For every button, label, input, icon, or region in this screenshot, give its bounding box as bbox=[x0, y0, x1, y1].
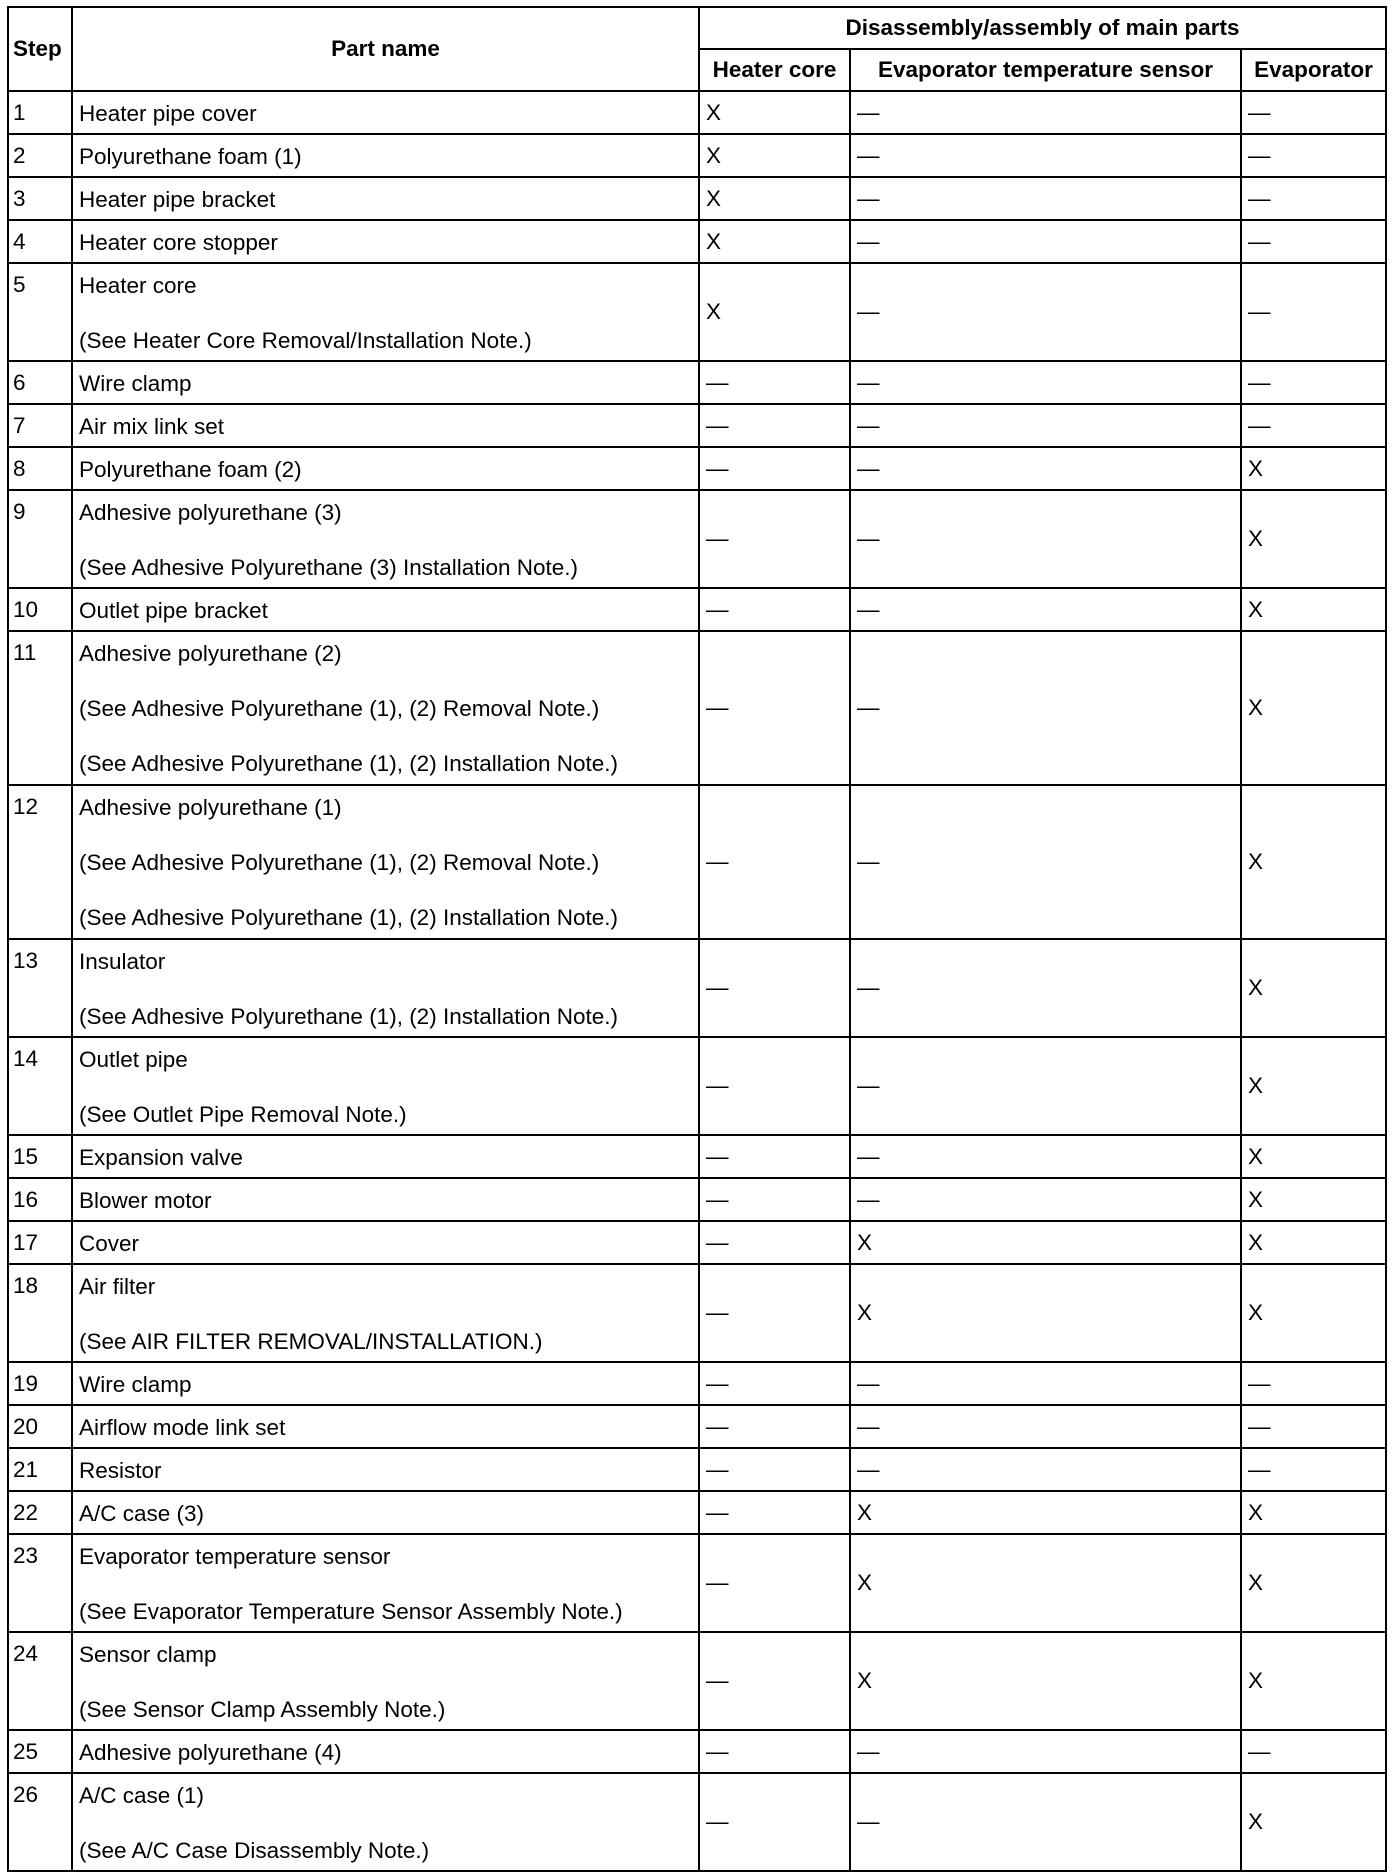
table-row bbox=[8, 404, 1386, 447]
table-row bbox=[8, 1534, 1386, 1632]
evaporator-temperature-sensor-mark: — bbox=[850, 1362, 1241, 1405]
step-cell: 2 bbox=[8, 134, 72, 177]
step-cell: 13 bbox=[8, 939, 72, 1037]
evaporator-temperature-sensor-mark: — bbox=[850, 1037, 1241, 1135]
table-row bbox=[8, 220, 1386, 263]
evaporator-temperature-sensor-mark: X bbox=[850, 1534, 1241, 1632]
table-row bbox=[8, 263, 1386, 361]
step-cell: 20 bbox=[8, 1405, 72, 1448]
part-name: Resistor bbox=[79, 1458, 162, 1483]
heater-core-mark: — bbox=[699, 1221, 850, 1264]
step-cell: 6 bbox=[8, 361, 72, 404]
evaporator-mark: X bbox=[1241, 631, 1386, 785]
heater-core-mark: — bbox=[699, 1491, 850, 1534]
part-name-cell bbox=[72, 1135, 699, 1178]
step-cell: 17 bbox=[8, 1221, 72, 1264]
heater-core-mark: — bbox=[699, 1448, 850, 1491]
part-name: Adhesive polyurethane (4) bbox=[79, 1740, 342, 1765]
evaporator-mark: X bbox=[1241, 1178, 1386, 1221]
heater-core-mark: — bbox=[699, 939, 850, 1037]
table-row bbox=[8, 91, 1386, 134]
part-note: (See Adhesive Polyurethane (1), (2) Installation Note.) bbox=[79, 1004, 619, 1029]
part-name-cell bbox=[72, 1773, 699, 1871]
part-name: Blower motor bbox=[79, 1188, 212, 1213]
evaporator-temperature-sensor-mark: X bbox=[850, 1491, 1241, 1534]
evaporator-temperature-sensor-mark: X bbox=[850, 1221, 1241, 1264]
part-name: A/C case (3) bbox=[79, 1501, 205, 1526]
evaporator-temperature-sensor-mark: — bbox=[850, 490, 1241, 588]
heater-core-mark: — bbox=[699, 785, 850, 939]
table-row bbox=[8, 1264, 1386, 1362]
heater-core-mark: — bbox=[699, 1730, 850, 1773]
evaporator-mark: X bbox=[1241, 785, 1386, 939]
part-name-cell bbox=[72, 1534, 699, 1632]
evaporator-mark: X bbox=[1241, 1037, 1386, 1135]
table-row bbox=[8, 177, 1386, 220]
part-name-cell bbox=[72, 1448, 699, 1491]
evaporator-temperature-sensor-mark: — bbox=[850, 588, 1241, 631]
heater-core-mark: — bbox=[699, 490, 850, 588]
heater-core-mark: — bbox=[699, 1405, 850, 1448]
table-row bbox=[8, 1632, 1386, 1730]
step-cell: 4 bbox=[8, 220, 72, 263]
part-name-cell bbox=[72, 91, 699, 134]
evaporator-temperature-sensor-mark: — bbox=[850, 220, 1241, 263]
step-cell: 22 bbox=[8, 1491, 72, 1534]
step-cell: 24 bbox=[8, 1632, 72, 1730]
table-row bbox=[8, 1448, 1386, 1491]
part-name-cell bbox=[72, 1037, 699, 1135]
heater-core-mark: — bbox=[699, 1632, 850, 1730]
evaporator-mark: X bbox=[1241, 1534, 1386, 1632]
evaporator-temperature-sensor-mark: — bbox=[850, 1405, 1241, 1448]
part-name: Insulator bbox=[79, 949, 166, 974]
heater-core-mark: X bbox=[699, 177, 850, 220]
part-name-cell bbox=[72, 1221, 699, 1264]
step-cell: 15 bbox=[8, 1135, 72, 1178]
parts-table bbox=[7, 6, 1387, 1872]
evaporator-mark: — bbox=[1241, 1362, 1386, 1405]
table-row bbox=[8, 1730, 1386, 1773]
evaporator-temperature-sensor-mark: — bbox=[850, 177, 1241, 220]
heater-core-mark: — bbox=[699, 1773, 850, 1871]
table-row bbox=[8, 1405, 1386, 1448]
part-name-cell bbox=[72, 1178, 699, 1221]
evaporator-mark: — bbox=[1241, 1730, 1386, 1773]
part-name: Adhesive polyurethane (3) bbox=[79, 500, 342, 525]
part-note: (See Evaporator Temperature Sensor Assembly Note.) bbox=[79, 1599, 623, 1624]
part-name-cell bbox=[72, 447, 699, 490]
heater-core-mark: — bbox=[699, 361, 850, 404]
table-row bbox=[8, 1037, 1386, 1135]
part-name: Heater core bbox=[79, 273, 197, 298]
evaporator-mark: X bbox=[1241, 447, 1386, 490]
table-row bbox=[8, 1773, 1386, 1871]
part-note: (See Sensor Clamp Assembly Note.) bbox=[79, 1697, 446, 1722]
evaporator-mark: X bbox=[1241, 588, 1386, 631]
step-cell: 26 bbox=[8, 1773, 72, 1871]
part-name-cell bbox=[72, 1362, 699, 1405]
evaporator-mark: X bbox=[1241, 1491, 1386, 1534]
evaporator-mark: X bbox=[1241, 1632, 1386, 1730]
heater-core-mark: — bbox=[699, 1135, 850, 1178]
part-name-cell bbox=[72, 263, 699, 361]
evaporator-temperature-sensor-mark: — bbox=[850, 1448, 1241, 1491]
table-row bbox=[8, 1491, 1386, 1534]
evaporator-temperature-sensor-mark: — bbox=[850, 1730, 1241, 1773]
step-cell: 16 bbox=[8, 1178, 72, 1221]
part-name: Outlet pipe bracket bbox=[79, 598, 268, 623]
heater-core-mark: X bbox=[699, 91, 850, 134]
part-note: (See Adhesive Polyurethane (1), (2) Installation Note.) bbox=[79, 905, 619, 930]
table-row bbox=[8, 447, 1386, 490]
part-name: Heater pipe bracket bbox=[79, 187, 276, 212]
evaporator-mark: X bbox=[1241, 1773, 1386, 1871]
evaporator-temperature-sensor-mark: X bbox=[850, 1632, 1241, 1730]
header-part-name: Part name bbox=[72, 7, 699, 91]
part-note: (See Outlet Pipe Removal Note.) bbox=[79, 1102, 407, 1127]
header-heater-core: Heater core bbox=[699, 49, 850, 91]
parts-table-document bbox=[7, 6, 1385, 1863]
heater-core-mark: — bbox=[699, 631, 850, 785]
step-cell: 18 bbox=[8, 1264, 72, 1362]
evaporator-mark: — bbox=[1241, 263, 1386, 361]
part-name-cell bbox=[72, 1730, 699, 1773]
part-name-cell bbox=[72, 631, 699, 785]
evaporator-mark: — bbox=[1241, 91, 1386, 134]
part-name: Outlet pipe bbox=[79, 1047, 188, 1072]
heater-core-mark: — bbox=[699, 1037, 850, 1135]
heater-core-mark: — bbox=[699, 588, 850, 631]
heater-core-mark: — bbox=[699, 447, 850, 490]
evaporator-mark: X bbox=[1241, 1264, 1386, 1362]
part-name-cell bbox=[72, 490, 699, 588]
step-cell: 10 bbox=[8, 588, 72, 631]
heater-core-mark: — bbox=[699, 404, 850, 447]
heater-core-mark: X bbox=[699, 134, 850, 177]
part-name-cell bbox=[72, 588, 699, 631]
table-row bbox=[8, 1178, 1386, 1221]
part-name-cell bbox=[72, 939, 699, 1037]
table-row bbox=[8, 1221, 1386, 1264]
header-evaporator-temperature-sensor: Evaporator temperature sensor bbox=[850, 49, 1241, 91]
part-name-cell bbox=[72, 785, 699, 939]
heater-core-mark: X bbox=[699, 220, 850, 263]
evaporator-mark: — bbox=[1241, 220, 1386, 263]
part-name: Air mix link set bbox=[79, 414, 225, 439]
part-name-cell bbox=[72, 1264, 699, 1362]
heater-core-mark: — bbox=[699, 1178, 850, 1221]
part-note: (See Adhesive Polyurethane (1), (2) Removal Note.) bbox=[79, 850, 600, 875]
part-name: Adhesive polyurethane (2) bbox=[79, 641, 342, 666]
step-cell: 5 bbox=[8, 263, 72, 361]
part-name: Polyurethane foam (2) bbox=[79, 457, 302, 482]
table-row bbox=[8, 588, 1386, 631]
step-cell: 9 bbox=[8, 490, 72, 588]
evaporator-mark: — bbox=[1241, 1448, 1386, 1491]
evaporator-temperature-sensor-mark: — bbox=[850, 263, 1241, 361]
part-name: Expansion valve bbox=[79, 1145, 243, 1170]
part-name: Sensor clamp bbox=[79, 1642, 217, 1667]
evaporator-mark: — bbox=[1241, 404, 1386, 447]
table-row bbox=[8, 785, 1386, 939]
step-cell: 3 bbox=[8, 177, 72, 220]
header-evaporator: Evaporator bbox=[1241, 49, 1386, 91]
heater-core-mark: — bbox=[699, 1362, 850, 1405]
part-name-cell bbox=[72, 134, 699, 177]
step-cell: 14 bbox=[8, 1037, 72, 1135]
part-name: Evaporator temperature sensor bbox=[79, 1544, 391, 1569]
part-name-cell bbox=[72, 1491, 699, 1534]
heater-core-mark: — bbox=[699, 1264, 850, 1362]
evaporator-mark: — bbox=[1241, 1405, 1386, 1448]
evaporator-temperature-sensor-mark: — bbox=[850, 1178, 1241, 1221]
header-step: Step bbox=[8, 7, 72, 91]
part-name-cell bbox=[72, 361, 699, 404]
part-name: Air filter bbox=[79, 1274, 156, 1299]
part-name: Heater core stopper bbox=[79, 230, 278, 255]
part-name: Wire clamp bbox=[79, 371, 192, 396]
part-note: (See Adhesive Polyurethane (3) Installation Note.) bbox=[79, 555, 579, 580]
step-cell: 12 bbox=[8, 785, 72, 939]
part-name-cell bbox=[72, 404, 699, 447]
evaporator-temperature-sensor-mark: — bbox=[850, 631, 1241, 785]
evaporator-mark: X bbox=[1241, 939, 1386, 1037]
heater-core-mark: — bbox=[699, 1534, 850, 1632]
evaporator-temperature-sensor-mark: X bbox=[850, 1264, 1241, 1362]
table-body bbox=[8, 91, 1386, 1871]
part-note: (See A/C Case Disassembly Note.) bbox=[79, 1838, 430, 1863]
step-cell: 25 bbox=[8, 1730, 72, 1773]
evaporator-temperature-sensor-mark: — bbox=[850, 1135, 1241, 1178]
part-name: Polyurethane foam (1) bbox=[79, 144, 302, 169]
step-cell: 19 bbox=[8, 1362, 72, 1405]
step-cell: 23 bbox=[8, 1534, 72, 1632]
part-name: Wire clamp bbox=[79, 1372, 192, 1397]
evaporator-temperature-sensor-mark: — bbox=[850, 1773, 1241, 1871]
table-row bbox=[8, 134, 1386, 177]
part-note: (See Adhesive Polyurethane (1), (2) Removal Note.) bbox=[79, 696, 600, 721]
evaporator-mark: — bbox=[1241, 134, 1386, 177]
part-name: Airflow mode link set bbox=[79, 1415, 286, 1440]
evaporator-temperature-sensor-mark: — bbox=[850, 447, 1241, 490]
evaporator-temperature-sensor-mark: — bbox=[850, 785, 1241, 939]
header-group: Disassembly/assembly of main parts bbox=[699, 7, 1386, 49]
evaporator-mark: X bbox=[1241, 1135, 1386, 1178]
part-name: Adhesive polyurethane (1) bbox=[79, 795, 342, 820]
evaporator-temperature-sensor-mark: — bbox=[850, 134, 1241, 177]
part-note: (See Heater Core Removal/Installation Note.) bbox=[79, 328, 532, 353]
table-row bbox=[8, 1362, 1386, 1405]
part-name-cell bbox=[72, 1632, 699, 1730]
table-row bbox=[8, 631, 1386, 785]
part-name-cell bbox=[72, 1405, 699, 1448]
evaporator-temperature-sensor-mark: — bbox=[850, 91, 1241, 134]
evaporator-temperature-sensor-mark: — bbox=[850, 404, 1241, 447]
evaporator-mark: X bbox=[1241, 1221, 1386, 1264]
part-name-cell bbox=[72, 220, 699, 263]
table-row bbox=[8, 361, 1386, 404]
step-cell: 11 bbox=[8, 631, 72, 785]
table-row bbox=[8, 490, 1386, 588]
step-cell: 1 bbox=[8, 91, 72, 134]
part-note: (See AIR FILTER REMOVAL/INSTALLATION.) bbox=[79, 1329, 543, 1354]
table-row bbox=[8, 939, 1386, 1037]
evaporator-temperature-sensor-mark: — bbox=[850, 361, 1241, 404]
part-name: Cover bbox=[79, 1231, 140, 1256]
evaporator-mark: X bbox=[1241, 490, 1386, 588]
table-row bbox=[8, 1135, 1386, 1178]
evaporator-temperature-sensor-mark: — bbox=[850, 939, 1241, 1037]
heater-core-mark: X bbox=[699, 263, 850, 361]
step-cell: 8 bbox=[8, 447, 72, 490]
part-name: Heater pipe cover bbox=[79, 101, 257, 126]
part-name-cell bbox=[72, 177, 699, 220]
evaporator-mark: — bbox=[1241, 177, 1386, 220]
part-name: A/C case (1) bbox=[79, 1783, 205, 1808]
step-cell: 21 bbox=[8, 1448, 72, 1491]
step-cell: 7 bbox=[8, 404, 72, 447]
evaporator-mark: — bbox=[1241, 361, 1386, 404]
part-note: (See Adhesive Polyurethane (1), (2) Installation Note.) bbox=[79, 751, 619, 776]
